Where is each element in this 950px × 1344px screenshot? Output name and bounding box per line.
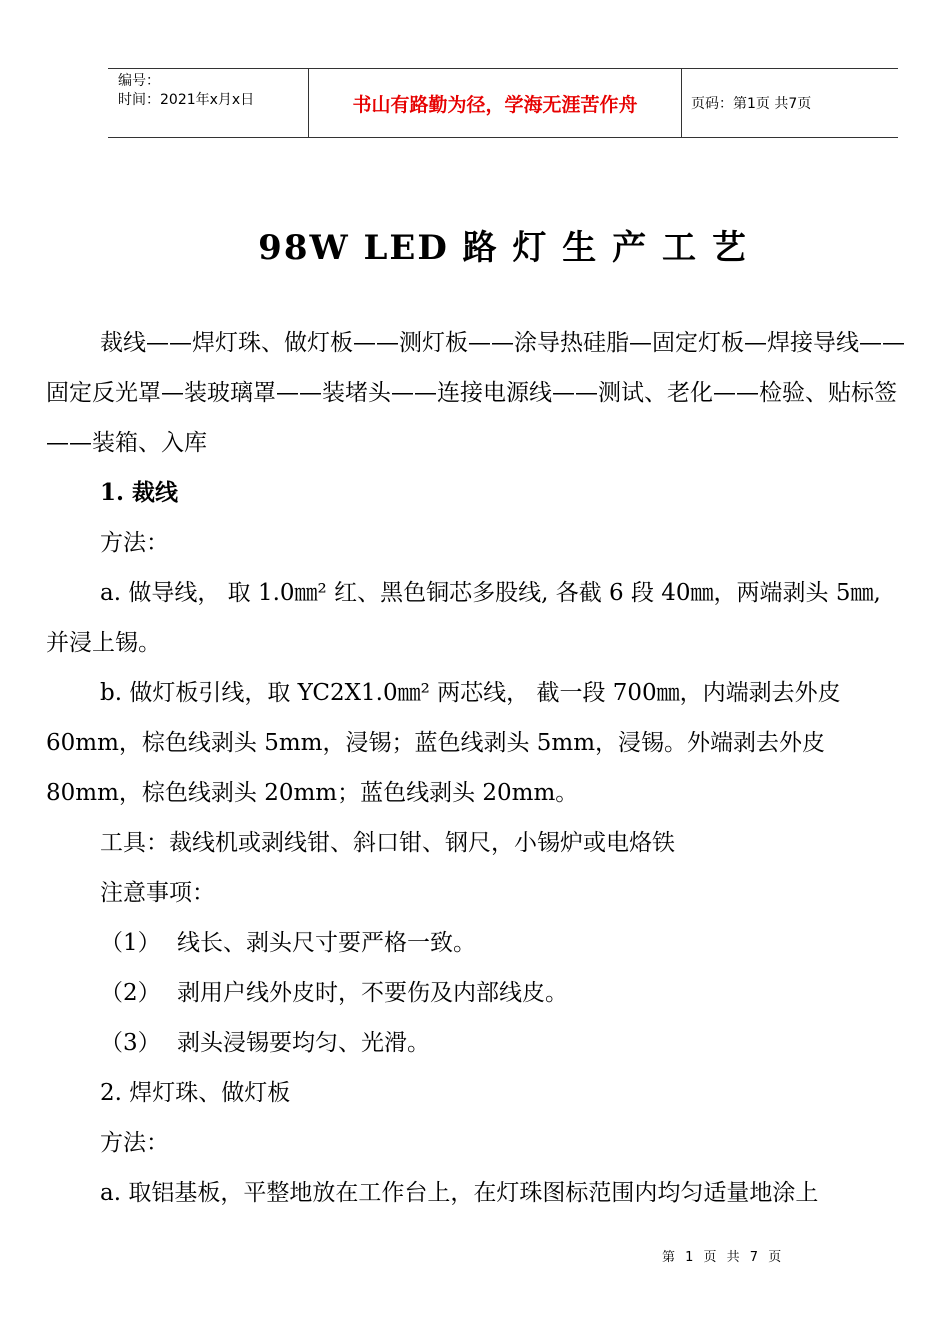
note-item [46,918,906,968]
note-number: （2） [100,980,161,1006]
section1-method-label: 方法： [100,530,169,556]
header-meta-cell [108,69,309,137]
note-text: 剥用户线外皮时，不要伤及内部线皮。 [177,980,568,1006]
section1-heading: 1. 裁线 [100,479,179,506]
section2-item-a: a. 取铝基板，平整地放在工作台上，在灯珠图标范围内均匀适量地涂上 [100,1180,819,1206]
page-label: 页码：第1页 共7页 [691,96,812,112]
page-footer: 第 1 页 共 7 页 [662,1250,785,1265]
header-motto-cell [309,69,682,137]
note-item [46,968,906,1018]
note-number: （3） [100,1030,161,1056]
number-label: 编号： [118,73,160,89]
note-number: （1） [100,930,161,956]
section1-item-a: a. 做导线， 取 1.0㎜² 红、黑色铜芯多股线, 各截 6 段 40㎜，两端剥头 5㎜, 并浸上锡。 [46,580,881,656]
time-label: 时间：2021年x月x日 [118,92,255,108]
note-text: 剥头浸锡要均匀、光滑。 [177,1030,430,1056]
document-title: 98W LED 路 灯 生 产 工 艺 [258,228,748,268]
note-item [46,1018,906,1068]
section2-heading: 2. 焊灯珠、做灯板 [100,1080,291,1106]
header-page-cell [682,69,898,137]
process-flow: 裁线——焊灯珠、做灯板——测灯板——涂导热硅脂—固定灯板—焊接导线——固定反光罩—装玻璃罩——装堵头——连接电源线——测试、老化——检验、贴标签——装箱、入库 [46,330,905,456]
header-table [108,68,898,138]
motto: 书山有路勤为径，学海无涯苦作舟 [352,93,638,116]
section1-notes-label: 注意事项： [100,880,215,906]
note-text: 线长、剥头尺寸要严格一致。 [177,930,476,956]
section2-method-label: 方法： [100,1130,169,1156]
section1-tools: 工具：裁线机或剥线钳、斜口钳、钢尺，小锡炉或电烙铁 [100,830,675,856]
document-body [46,318,906,1218]
section1-item-b: b. 做灯板引线，取 YC2X1.0㎜² 两芯线， 截一段 700㎜，内端剥去外皮 60mm，棕色线剥头 5mm，浸锡；蓝色线剥头 5mm，浸锡。外端剥去外皮 80mm，棕色线剥头 20mm；蓝色线剥头 20mm。 [46,680,841,806]
